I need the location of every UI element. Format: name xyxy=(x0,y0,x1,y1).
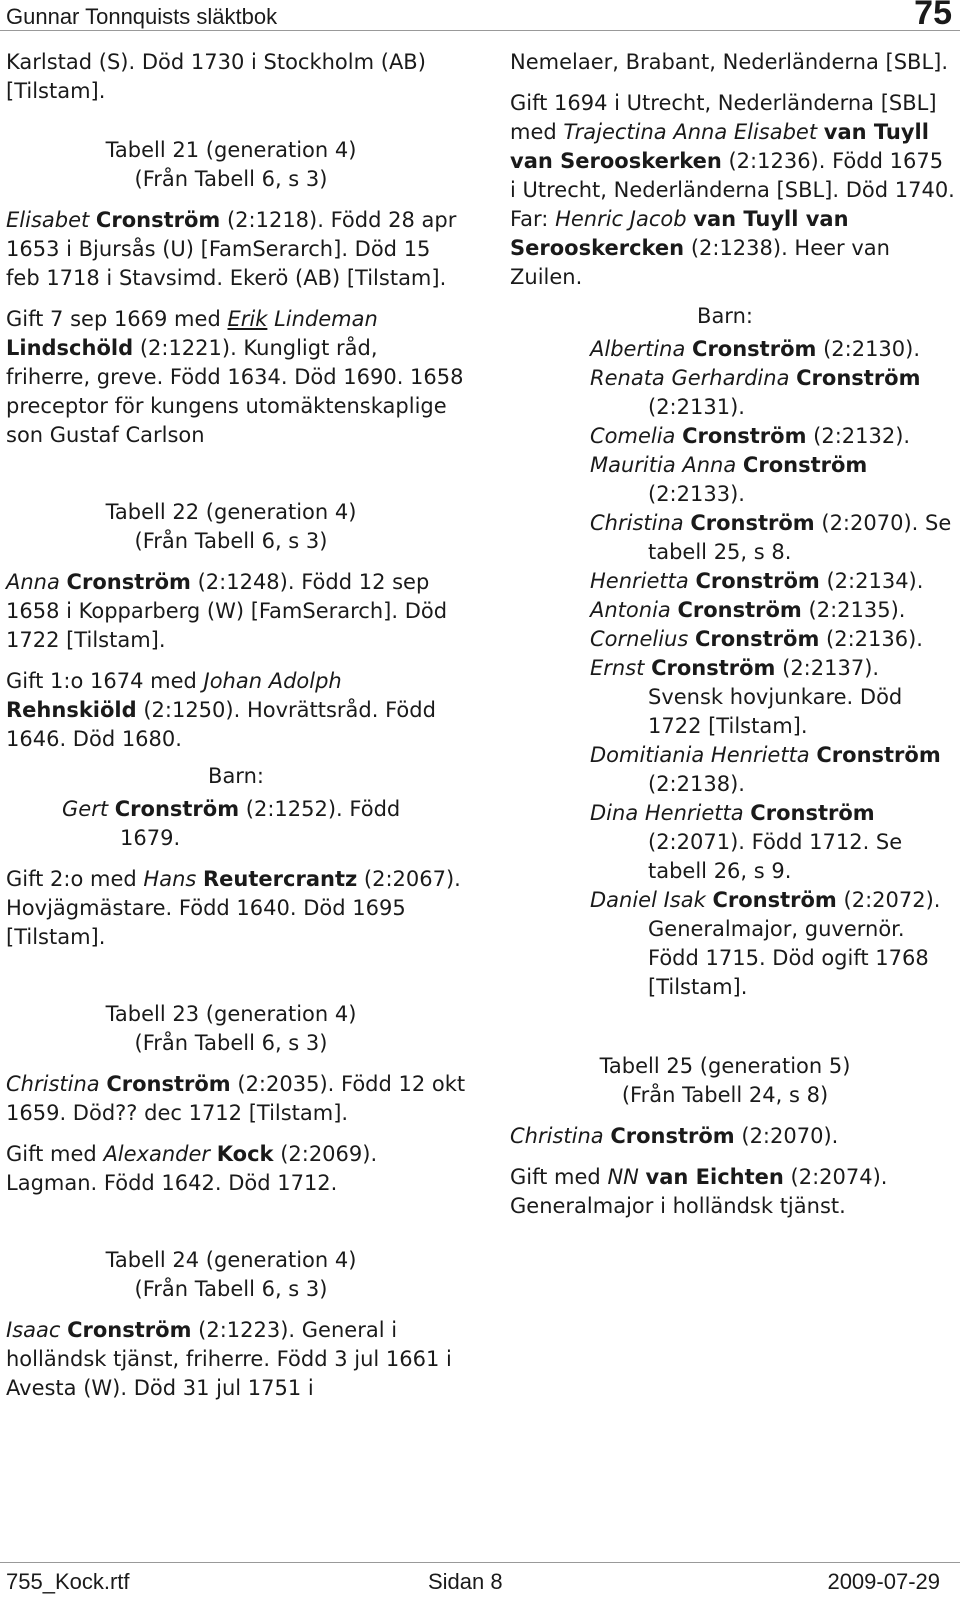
child-surname: Cronström xyxy=(796,366,921,390)
child-details: (2:2072). Generalmajor, guvernör. Född 1715. Död ogift 1768 [Tilstam]. xyxy=(648,888,941,999)
right-column xyxy=(510,48,955,1221)
child-entry xyxy=(590,567,955,596)
page-header xyxy=(0,0,960,31)
children-label: Barn: xyxy=(208,764,264,788)
child-given: Renata Gerhardina xyxy=(590,366,790,390)
marriage-intro: Gift 1694 i Utrecht, Nederländerna [SBL] med xyxy=(510,91,937,144)
surname: Cronström xyxy=(67,1318,192,1342)
child-given: Mauritia Anna xyxy=(590,453,737,477)
child-details: (2:2070). Se tabell 25, s 8. xyxy=(648,511,952,564)
child-entry xyxy=(590,451,955,509)
spouse-details: (2:1236). Född 1675 i Utrecht, Nederländerna [SBL]. Död 1740. Far: xyxy=(510,149,955,231)
person-entry xyxy=(510,1122,955,1151)
child-details: (2:2130). xyxy=(823,337,921,361)
left-column xyxy=(6,48,466,1403)
given-name: Isaac xyxy=(6,1318,61,1342)
heading-line: Tabell 21 (generation 4) xyxy=(105,138,357,162)
spouse-surname: Kock xyxy=(216,1142,274,1166)
father-given: Henric Jacob xyxy=(555,207,687,231)
child-given: Christina xyxy=(590,511,684,535)
child-entry xyxy=(590,625,955,654)
spouse-given: Alexander xyxy=(103,1142,211,1166)
person-details: (2:1248). Född 12 sep 1658 i Kopparberg (W) [FamSerarch]. Död 1722 [Tilstam]. xyxy=(6,570,448,652)
child-details: (2:2132). xyxy=(813,424,911,448)
given-name: Christina xyxy=(510,1124,604,1148)
child-entry xyxy=(62,795,466,853)
child-given: Comelia xyxy=(590,424,676,448)
heading-line: Tabell 23 (generation 4) xyxy=(105,1002,357,1026)
spouse-details: (2:2074). Generalmajor i holländsk tjänst. xyxy=(510,1165,888,1218)
marriage-intro: Gift med xyxy=(510,1165,601,1189)
child-entry xyxy=(590,886,955,1002)
child-details: (2:2131). xyxy=(648,395,745,419)
person-entry xyxy=(6,1070,466,1128)
child-surname: Cronström xyxy=(682,424,807,448)
child-details: (2:2071). Född 1712. Se tabell 26, s 9. xyxy=(648,830,903,883)
table-22 xyxy=(6,498,466,952)
child-surname: Cronström xyxy=(712,888,837,912)
child-surname: Cronström xyxy=(692,337,817,361)
child-given: Domitiania Henrietta xyxy=(590,743,810,767)
child-entry xyxy=(590,335,955,364)
child-surname: Cronström xyxy=(114,797,240,821)
father-surname: van Tuyll van Serooskercken xyxy=(510,207,849,260)
child-given: Albertina xyxy=(590,337,686,361)
person-details: (2:1218). Född 28 apr 1653 i Bjursås (U) [FamSerarch]. Död 15 feb 1718 i Stavsimd. Ekerö (AB) [Tilstam]. xyxy=(6,208,457,290)
child-given: Henrietta xyxy=(590,569,689,593)
child-details: (2:2137). Svensk hovjunkare. Död 1722 [Tilstam]. xyxy=(648,656,903,738)
heading-source: (Från Tabell 6, s 3) xyxy=(134,529,328,553)
person-details: (2:2070). xyxy=(741,1124,839,1148)
child-given: Dina Henrietta xyxy=(590,801,744,825)
heading-source: (Från Tabell 6, s 3) xyxy=(134,167,328,191)
child-surname: Cronström xyxy=(750,801,875,825)
spouse-given-underlined: Erik xyxy=(227,307,268,331)
child-surname: Cronström xyxy=(677,598,802,622)
surname: Cronström xyxy=(95,208,221,232)
spouse-given: Johan Adolph xyxy=(203,669,342,693)
heading-line: Tabell 24 (generation 4) xyxy=(105,1248,357,1272)
child-details: (2:2134). xyxy=(826,569,924,593)
spouse-given: Lindeman xyxy=(274,307,378,331)
table-25-heading xyxy=(510,1052,940,1110)
child-surname: Cronström xyxy=(694,627,820,651)
child-entry xyxy=(590,596,955,625)
table-21-heading xyxy=(6,136,456,194)
child-surname: Cronström xyxy=(742,453,868,477)
spouse-surname: Reutercrantz xyxy=(203,867,358,891)
father-details: (2:1238). Heer van Zuilen. xyxy=(510,236,890,289)
child-given: Gert xyxy=(62,797,109,821)
child-given: Daniel Isak xyxy=(590,888,706,912)
spouse-surname: Rehnskiöld xyxy=(6,698,137,722)
child-details: (2:2138). xyxy=(648,772,745,796)
marriage-intro: Gift 2:o med xyxy=(6,867,137,891)
child-surname: Cronström xyxy=(695,569,820,593)
marriage-entry xyxy=(6,667,466,754)
child-details: (2:2135). xyxy=(808,598,906,622)
spouse-surname: van Eichten xyxy=(645,1165,784,1189)
spouse-details: (2:2069). Lagman. Född 1642. Död 1712. xyxy=(6,1142,378,1195)
table-25 xyxy=(510,1052,955,1221)
footer-date: 2009-07-29 xyxy=(827,1569,940,1594)
child-surname: Cronström xyxy=(651,656,776,680)
child-entry xyxy=(590,422,955,451)
table-24-heading xyxy=(6,1246,456,1304)
child-details: (2:1252). Född 1679. xyxy=(120,797,401,850)
heading-line: Tabell 22 (generation 4) xyxy=(105,500,357,524)
child-given: Ernst xyxy=(590,656,645,680)
spouse-surname: Lindschöld xyxy=(6,336,134,360)
surname: Cronström xyxy=(66,570,191,594)
children-label: Barn: xyxy=(697,304,753,328)
marriage-entry xyxy=(510,89,955,292)
marriage-intro: Gift 1:o 1674 med xyxy=(6,669,197,693)
given-name: Christina xyxy=(6,1072,100,1096)
marriage-entry xyxy=(6,865,466,952)
given-name: Elisabet xyxy=(6,208,90,232)
person-details: (2:2035). Född 12 okt 1659. Död?? dec 1712 [Tilstam]. xyxy=(6,1072,466,1125)
marriage-entry xyxy=(6,1140,466,1198)
person-entry xyxy=(6,568,466,655)
heading-source: (Från Tabell 6, s 3) xyxy=(134,1031,328,1055)
table-23 xyxy=(6,1000,466,1198)
child-entry xyxy=(590,509,955,567)
marriage-intro: Gift 7 sep 1669 med xyxy=(6,307,221,331)
footer-page-label: Sidan 8 xyxy=(428,1569,503,1594)
heading-line: Tabell 25 (generation 5) xyxy=(599,1054,851,1078)
table-24 xyxy=(6,1246,466,1403)
book-title: Gunnar Tonnquists släktbok xyxy=(6,4,278,29)
person-entry xyxy=(6,206,466,293)
child-entry xyxy=(590,799,955,886)
child-surname: Cronström xyxy=(816,743,941,767)
spouse-details: (2:1250). Hovrättsråd. Född 1646. Död 1680. xyxy=(6,698,436,751)
person-details: (2:1223). General i holländsk tjänst, friherre. Född 3 jul 1661 i Avesta (W). Död 31 jul 1751 i xyxy=(6,1318,452,1400)
surname: Cronström xyxy=(106,1072,231,1096)
table-21 xyxy=(6,136,466,450)
child-entry xyxy=(590,654,955,741)
spouse-details: (2:1221). Kungligt råd, friherre, greve. Född 1634. Död 1690. 1658 preceptor för kungens utomäktenskaplige son Gustaf Carlson xyxy=(6,336,464,447)
child-given: Antonia xyxy=(590,598,671,622)
heading-source: (Från Tabell 6, s 3) xyxy=(134,1277,328,1301)
marriage-intro: Gift med xyxy=(6,1142,97,1166)
surname: Cronström xyxy=(610,1124,735,1148)
intro-text: Karlstad (S). Död 1730 i Stockholm (AB) [Tilstam]. xyxy=(6,50,426,103)
table-22-heading xyxy=(6,498,456,556)
marriage-entry xyxy=(6,305,466,450)
children-list xyxy=(510,335,955,1002)
child-details: (2:2133). xyxy=(648,482,745,506)
given-name: Anna xyxy=(6,570,60,594)
child-details: (2:2136). xyxy=(826,627,923,651)
child-entry xyxy=(590,741,955,799)
page-number: 75 xyxy=(914,0,952,32)
heading-source: (Från Tabell 24, s 8) xyxy=(621,1083,829,1107)
table-23-heading xyxy=(6,1000,456,1058)
spouse-given: Trajectina Anna Elisabet xyxy=(563,120,818,144)
continued-text: Nemelaer, Brabant, Nederländerna [SBL]. xyxy=(510,50,949,74)
page-footer xyxy=(0,1562,960,1605)
child-surname: Cronström xyxy=(690,511,815,535)
child-entry xyxy=(590,364,955,422)
person-entry xyxy=(6,1316,466,1403)
spouse-given: Hans xyxy=(143,867,197,891)
marriage-entry xyxy=(510,1163,955,1221)
footer-filename: 755_Kock.rtf xyxy=(6,1569,130,1594)
spouse-details: (2:2067). Hovjägmästare. Född 1640. Död 1695 [Tilstam]. xyxy=(6,867,461,949)
spouse-surname: van Tuyll van Serooskerken xyxy=(510,120,929,173)
spouse-given: NN xyxy=(607,1165,639,1189)
child-given: Cornelius xyxy=(590,627,689,651)
